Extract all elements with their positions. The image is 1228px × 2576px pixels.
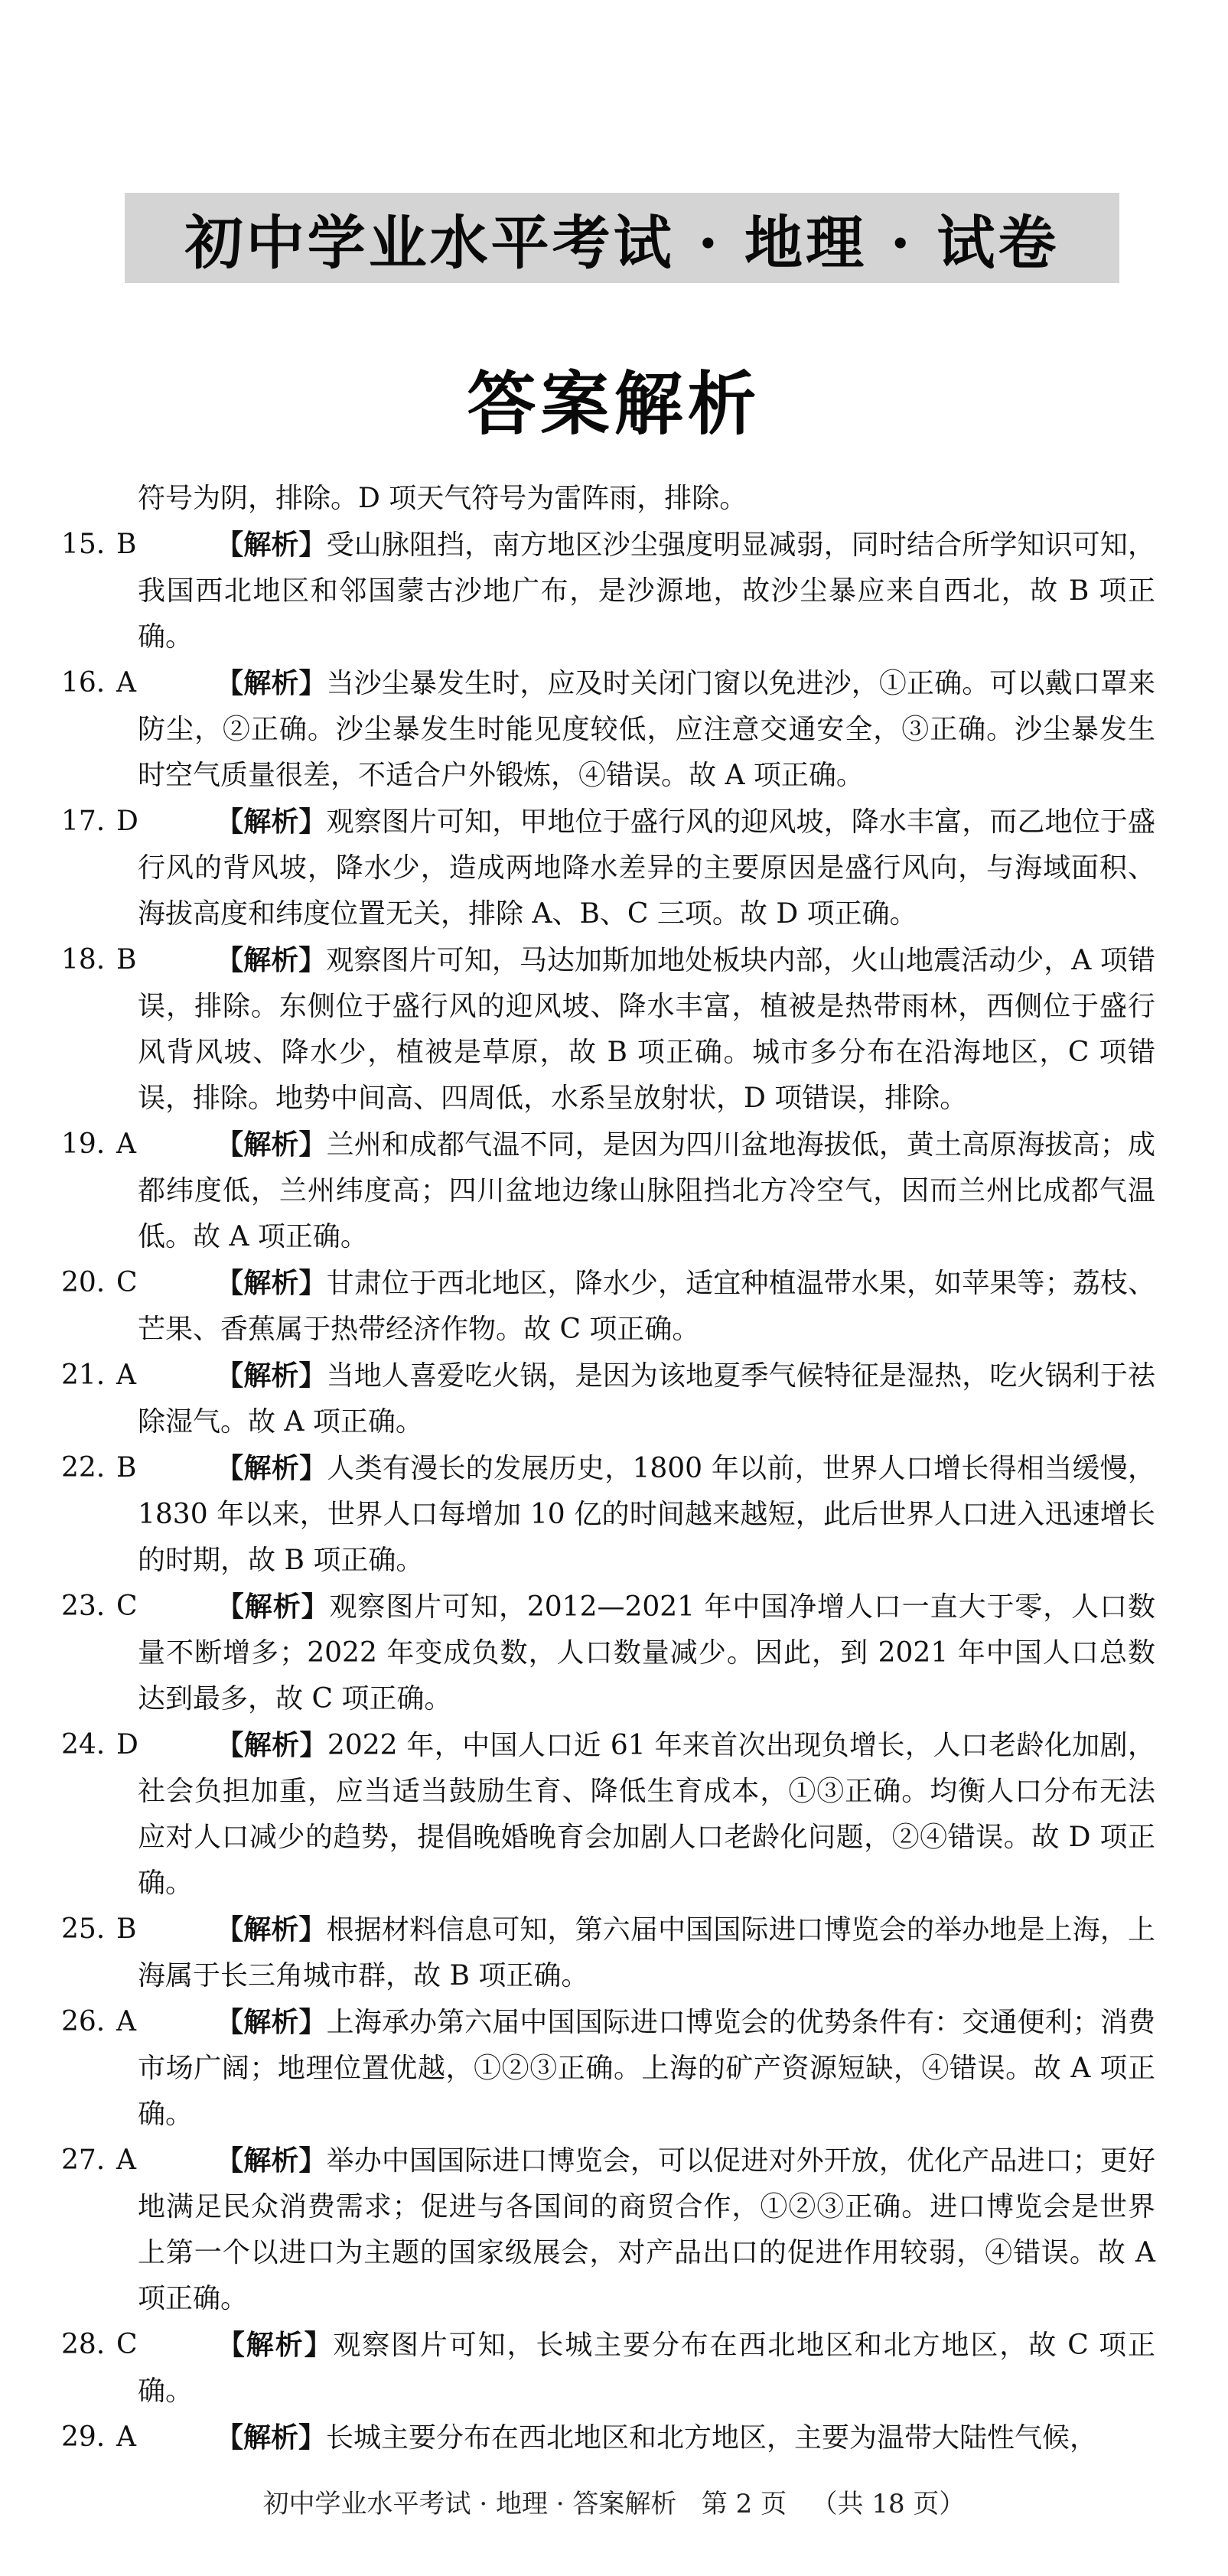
question-number: 19. (61, 1128, 106, 1160)
answer-item (61, 799, 1155, 937)
analysis-text: 兰州和成都气温不同，是因为四川盆地海拔低，黄土高原海拔高；成都纬度低，兰州纬度高；四川盆地边缘山脉阻挡北方冷空气，因而兰州比成都气温低。故 A 项正确。 (138, 1129, 1155, 1252)
answer-item (61, 1907, 1155, 1999)
analysis-text: 2022 年，中国人口近 61 年来首次出现负增长，人口老龄化加剧，社会负担加重，应当适当鼓励生育、降低生育成本，①③正确。均衡人口分布无法应对人口减少的趋势，提倡晚婚晚育会加剧人口老龄化问题，②④错误。故 D 项正确。 (138, 1730, 1155, 1899)
answer-item (61, 660, 1155, 799)
title-banner (125, 193, 1119, 283)
analysis-text: 甘肃位于西北地区，降水少，适宜种植温带水果，如苹果等；荔枝、芒果、香蕉属于热带经济作物。故 C 项正确。 (138, 1268, 1155, 1345)
analysis-tag: 【解析】 (216, 1591, 330, 1623)
analysis-tag: 【解析】 (216, 1913, 327, 1946)
analysis-tag: 【解析】 (216, 2144, 327, 2177)
answer-item (61, 1122, 1155, 1260)
analysis-text: 当沙尘暴发生时，应及时关闭门窗以免进沙，①正确。可以戴口罩来防尘，②正确。沙尘暴发生时能见度较低，应注意交通安全，③正确。沙尘暴发生时空气质量很差，不适合户外锻炼，④错误。故 A 项正确。 (138, 668, 1155, 791)
page-footer (0, 2483, 1228, 2520)
analysis-tag: 【解析】 (216, 2421, 327, 2454)
answer-item (61, 1999, 1155, 2138)
footer-title: 初中学业水平考试 · 地理 · 答案解析 (262, 2489, 677, 2519)
analysis-text: 人类有漫长的发展历史，1800 年以前，世界人口增长得相当缓慢，1830 年以来，世界人口每增加 10 亿的时间越来越短，此后世界人口进入迅速增长的时期，故 B 项正确。 (138, 1453, 1155, 1576)
answer-letter: B (116, 1913, 137, 1945)
analysis-text: 观察图片可知，甲地位于盛行风的迎风坡，降水丰富，而乙地位于盛行风的背风坡，降水少，造成两地降水差异的主要原因是盛行风向，与海域面积、海拔高度和纬度位置无关，排除 A、B、C 三项。故 D 项正确。 (138, 806, 1155, 930)
answer-letter: A (116, 1128, 136, 1160)
question-number: 25. (61, 1913, 106, 1945)
answer-letter: D (116, 806, 138, 837)
answer-item (61, 2322, 1155, 2415)
question-number: 21. (61, 1360, 106, 1391)
answer-letter: B (116, 1452, 137, 1483)
question-number: 15. (61, 529, 106, 560)
analysis-tag: 【解析】 (216, 806, 327, 838)
answer-letter: A (116, 2144, 136, 2176)
analysis-text: 举办中国国际进口博览会，可以促进对外开放，优化产品进口；更好地满足民众消费需求；促进与各国间的商贸合作，①②③正确。进口博览会是世界上第一个以进口为主题的国家级展会，对产品出口的促进作用较弱，④错误。故 A 项正确。 (138, 2145, 1155, 2314)
question-number: 18. (61, 944, 106, 975)
question-number: 23. (61, 1591, 106, 1622)
question-number: 20. (61, 1267, 106, 1298)
answer-item (61, 1260, 1155, 1353)
question-number: 24. (61, 1729, 106, 1760)
question-number: 27. (61, 2144, 106, 2176)
answer-item (61, 2138, 1155, 2322)
analysis-tag: 【解析】 (216, 529, 327, 561)
answer-letter: B (116, 529, 137, 560)
analysis-text: 长城主要分布在西北地区和北方地区，主要为温带大陆性气候， (326, 2422, 1098, 2454)
analysis-text: 上海承办第六届中国国际进口博览会的优势条件有：交通便利；消费市场广阔；地理位置优越，①②③正确。上海的矿产资源短缺，④错误。故 A 项正确。 (138, 2007, 1155, 2130)
analysis-text: 观察图片可知，2012—2021 年中国净增人口一直大于零，人口数量不断增多；2022 年变成负数，人口数量减少。因此，到 2021 年中国人口总数达到最多，故 C 项正确。 (138, 1591, 1155, 1715)
analysis-text: 当地人喜爱吃火锅，是因为该地夏季气候特征是湿热，吃火锅利于祛除湿气。故 A 项正确。 (138, 1360, 1155, 1438)
analysis-tag: 【解析】 (216, 1360, 327, 1392)
answer-letter: C (116, 2329, 138, 2360)
answer-item (61, 1584, 1155, 1722)
answer-letter: A (116, 2006, 136, 2037)
answer-letter: C (116, 1591, 138, 1622)
answer-letter: A (116, 667, 136, 699)
answer-letter: B (116, 944, 137, 975)
answer-item (61, 1353, 1155, 1445)
answer-letter: D (116, 1729, 138, 1760)
answer-item (61, 937, 1155, 1122)
intro-line: 符号为阴，排除。D 项天气符号为雷阵雨，排除。 (138, 483, 748, 514)
banner-title: 初中学业水平考试 · 地理 · 试卷 (184, 208, 1060, 277)
analysis-tag: 【解析】 (216, 1729, 327, 1761)
question-number: 28. (61, 2329, 106, 2360)
analysis-tag: 【解析】 (216, 944, 327, 976)
answer-letter: A (116, 1360, 136, 1391)
footer-page: 第 2 页 (701, 2489, 787, 2519)
analysis-tag: 【解析】 (216, 667, 327, 699)
answer-content (61, 476, 1155, 2461)
analysis-text: 观察图片可知，长城主要分布在西北地区和北方地区，故 C 项正确。 (138, 2330, 1155, 2407)
section-title: 答案解析 (467, 363, 761, 445)
answer-item (61, 2415, 1155, 2461)
footer-total: （共 18 页） (811, 2489, 966, 2519)
analysis-tag: 【解析】 (216, 1452, 327, 1484)
analysis-text: 观察图片可知，马达加斯加地处板块内部，火山地震活动少，A 项错误，排除。东侧位于盛行风的迎风坡、降水丰富，植被是热带雨林，西侧位于盛行风背风坡、降水少，植被是草原，故 B 项正确。城市多分布在沿海地区，C 项错误，排除。地势中间高、四周低，水系呈放射状，D 项错误，排除。 (138, 945, 1155, 1114)
analysis-tag: 【解析】 (216, 1267, 327, 1299)
analysis-tag: 【解析】 (216, 2006, 327, 2038)
analysis-text: 根据材料信息可知，第六届中国国际进口博览会的举办地是上海，上海属于长三角城市群，故 B 项正确。 (138, 1914, 1155, 1991)
analysis-tag: 【解析】 (216, 2329, 334, 2361)
question-number: 16. (61, 667, 106, 699)
question-number: 17. (61, 806, 106, 837)
question-number: 26. (61, 2006, 106, 2037)
answer-letter: C (116, 1267, 138, 1298)
answer-letter: A (116, 2421, 136, 2453)
analysis-tag: 【解析】 (216, 1128, 327, 1161)
answer-item (61, 522, 1155, 660)
answer-item (61, 1445, 1155, 1584)
analysis-text: 受山脉阻挡，南方地区沙尘强度明显减弱，同时结合所学知识可知，我国西北地区和邻国蒙古沙地广布，是沙源地，故沙尘暴应来自西北，故 B 项正确。 (138, 529, 1155, 653)
answer-item (61, 1722, 1155, 1907)
question-number: 29. (61, 2421, 106, 2453)
answer-list (61, 522, 1155, 2461)
question-number: 22. (61, 1452, 106, 1483)
